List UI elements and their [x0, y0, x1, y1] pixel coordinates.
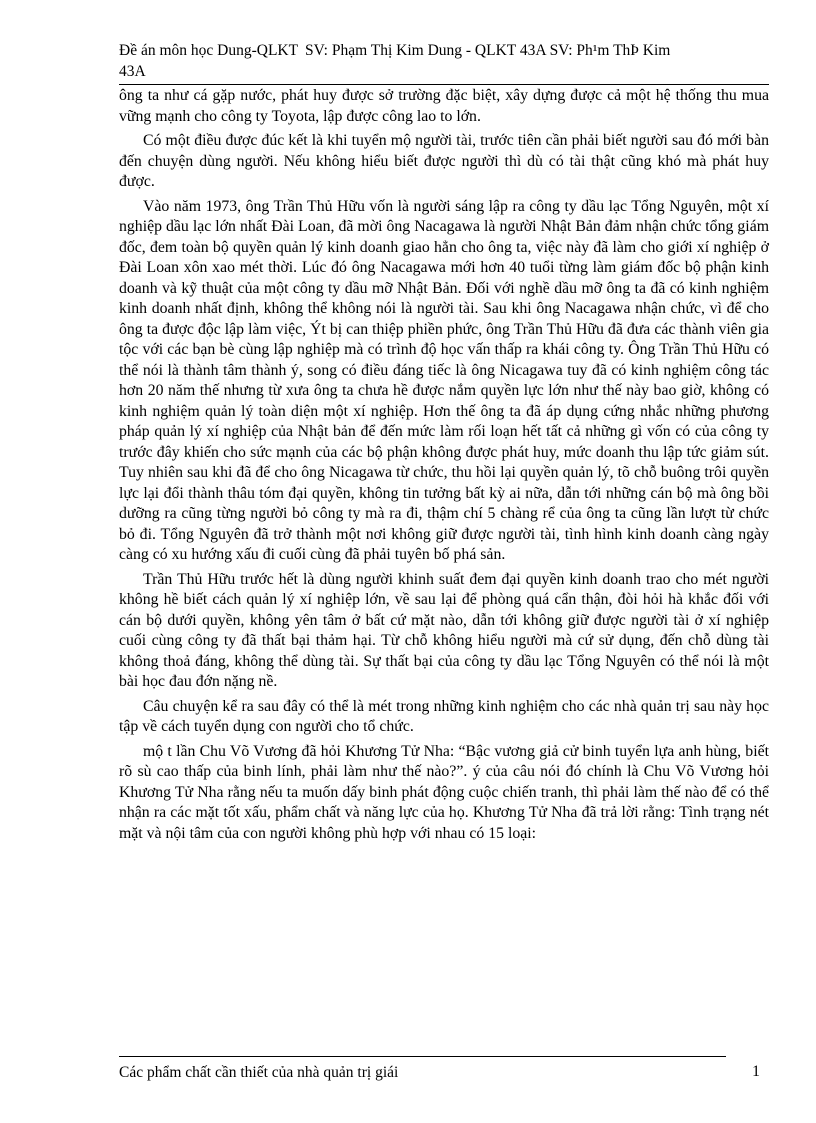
paragraph-5: Câu chuyện kể ra sau đây có thể là mét trong những kinh nghiệm cho các nhà quản trị sau này học tập về cách tuyển dụng con người cho tổ chức.	[119, 697, 769, 735]
page-header	[119, 40, 769, 84]
header-rule	[119, 84, 769, 85]
header-left: Đề án môn học Dung-QLKT 43A	[119, 42, 298, 80]
paragraph-3: Vào năm 1973, ông Trần Thủ Hữu vốn là người sáng lập ra công ty dầu lạc Tổng Nguyên, một xí nghiệp dầu lạc lớn nhất Đài Loan, đã mời ông Nacagawa là người Nhật Bản đảm nhận chức tổng giám đốc, đem toàn bộ quyền quản lý kinh doanh giao hẳn cho ông ta, việc này đã làm cho giới xí nghiệp ở Đài Loan xôn xao mét thời. Lúc đó ông Nacagawa mới hơn 40 tuổi từng làm giám đốc bộ phận kinh doanh và kỹ thuật của một công ty dầu mỡ Nhật Bản. Đối với nghề dầu mỡ ông ta đã có kinh nghiệm kinh doanh nhất định, không thể không nói là người tài. Sau khi ông Nacagawa nhận chức, vì để cho ông ta được độc lập làm việc, Ýt bị can thiệp phiền phức, ông Trần Thủ Hữu đã đưa các thành viên gia tộc với các bạn bè cùng lập nghiệp mà có trình độ học vấn thấp ra khái công ty. Ông Trần Thủ Hữu có thể nói là thành tâm thành ý, song có điều đáng tiếc là ông Nicagawa tuy đã có kinh nghiệm công tác hơn 20 năm thế nhưng từ xưa ông ta chưa hề được nắm quyền lực lớn như thế này bao giờ, không có kinh nghiệm quản lý toàn diện một xí nghiệp. Hơn thế ông ta đã áp dụng cứng nhắc những phương pháp quản lý xí nghiệp của Nhật bản để đến mức làm rối loạn hết tất cả những gì vốn có của công ty trước đây khiến cho sức mạnh của các bộ phận không được phát huy, mức doanh thu lập tức giảm sút. Tuy nhiên sau khi đã để cho ông Nicagawa từ chức, thu hồi lại quyền quản lý, tõ chỗ buông trôi quyền lực lại đổi thành thâu tóm đại quyền, không tin tưởng bất kỳ ai nữa, dẫn tới những cán bộ mà ông bồi dưỡng ra cũng từng người bỏ công ty mà ra đi, thậm chí 5 chàng rể của ông ta cũng lần lượt từ chức bỏ đi. Tổng Nguyên đã trở thành một nơi không giữ được người tài, tình hình kinh doanh càng ngày càng có xu hướng xấu đi cuối cùng đã phải tuyên bố phá sản.	[119, 197, 769, 563]
paragraph-2: Có một điều được đúc kết là khi tuyển mộ người tài, trước tiên cần phải biết người sau đó mới bàn đến chuyện dùng người. Nếu không hiểu biết được người thì dù có tài thật cũng khó mà phát huy được.	[119, 132, 769, 190]
footer-rule	[119, 1056, 726, 1057]
header-right: SV: Phạm Thị Kim Dung - QLKT 43A SV: Ph¹m ThÞ Kim	[305, 42, 671, 59]
body-text	[119, 86, 769, 848]
paragraph-1: ông ta như cá gặp nước, phát huy được sở trường đặc biệt, xây dựng được cả một hệ thống thu mua vững mạnh cho công ty Toyota, lập được công lao to lớn.	[119, 87, 769, 125]
footer-text: Các phẩm chất cần thiết của nhà quản trị giái	[119, 1064, 399, 1081]
paragraph-4: Trần Thủ Hữu trước hết là dùng người khinh suất đem đại quyền kinh doanh trao cho mét người không hề biết cách quản lý xí nghiệp lớn, về sau lại để phòng quá cẩn thận, đòi hỏi hà khắc đối với cán bộ dưới quyền, không yên tâm ở bất cứ mặt nào, dẫn tới không giữ được người tài ở xí nghiệp cuối cùng công ty đã thất bại thảm hại. Từ chỗ không hiểu người mà cứ sử dụng, đến chỗ dùng tài không thoả đáng, không thể dùng tài. Sự thất bại của công ty dầu lạc Tổng Nguyên có thể nói là một bài học đau đớn nặng nề.	[119, 570, 769, 690]
page-number: 1	[752, 1063, 760, 1080]
paragraph-6: mộ t lần Chu Võ Vương đã hỏi Khương Tử Nha: “Bậc vương giả cử binh tuyển lựa anh hùng, biết rõ sù cao thấp của binh lính, phải làm như thế nào?”. ý của câu nói đó chính là Chu Võ Vương hỏi Khương Tử Nha rằng nếu ta muốn dấy binh phát động cuộc chiến tranh, thì phải làm thế nào để có thể nhận ra các mặt tốt xấu, phẩm chất và năng lực của họ. Khương Tử Nha đã trả lời rằng: Tình trạng nét mặt và nội tâm của con người không phù hợp với nhau có 15 loại:	[119, 742, 769, 842]
